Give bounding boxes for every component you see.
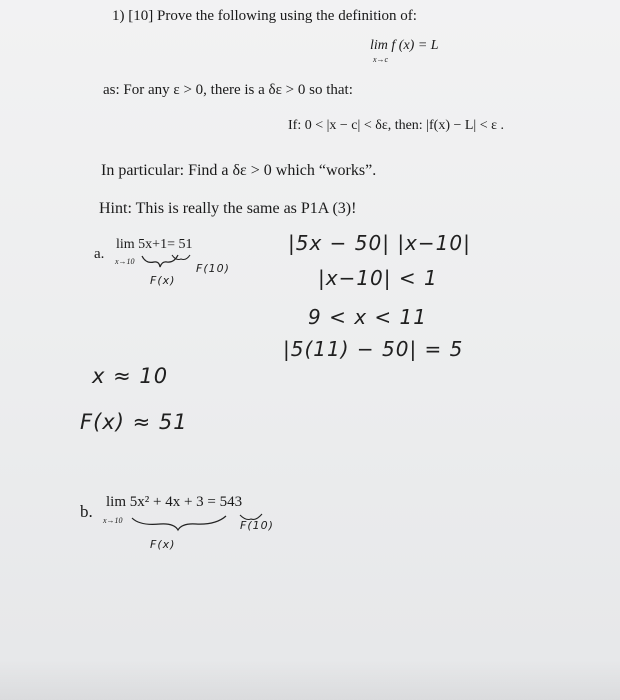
part-b-fx-brace-icon xyxy=(130,512,230,536)
handwritten-approx-fx: F(x) ≈ 51 xyxy=(80,410,188,434)
handwritten-approx-x: x ≈ 10 xyxy=(92,364,169,388)
handwritten-line-1: |5x − 50| |x−10| xyxy=(288,231,471,255)
limit-definition-subscript: x→c xyxy=(373,55,389,64)
definition-condition: If: 0 < |x − c| < δε, then: |f(x) − L| < ε . xyxy=(288,118,505,133)
definition-statement: as: For any ε > 0, there is a δε > 0 so that: xyxy=(103,82,353,98)
part-b-f10-note: F(10) xyxy=(240,519,274,532)
task-statement: In particular: Find a δε > 0 which “works”. xyxy=(101,162,377,179)
part-a-fx-note: F(x) xyxy=(150,274,176,287)
handwritten-line-2: |x−10| < 1 xyxy=(318,266,438,290)
part-a-label: a. xyxy=(94,246,105,262)
handwritten-line-3: 9 < x < 11 xyxy=(308,305,427,329)
part-a-f10-brace-icon xyxy=(170,252,192,266)
part-b-limit: lim 5x² + 4x + 3 = 543 xyxy=(106,494,243,510)
problem-heading: 1) [10] Prove the following using the definition of: xyxy=(112,8,417,24)
limit-definition: lim f (x) = L xyxy=(370,38,439,53)
page-shadow xyxy=(0,660,620,700)
part-b-label: b. xyxy=(80,502,93,521)
hint-text: Hint: This is really the same as P1A (3)! xyxy=(99,200,357,217)
part-b-fx-note: F(x) xyxy=(150,538,176,551)
part-a-f10-note: F(10) xyxy=(196,262,230,275)
part-a-limit: lim 5x+1= 51 xyxy=(116,237,193,252)
part-a-subscript: x→10 xyxy=(115,257,135,266)
handwritten-line-4: |5(11) − 50| = 5 xyxy=(283,337,464,361)
part-b-subscript: x→10 xyxy=(103,516,123,525)
